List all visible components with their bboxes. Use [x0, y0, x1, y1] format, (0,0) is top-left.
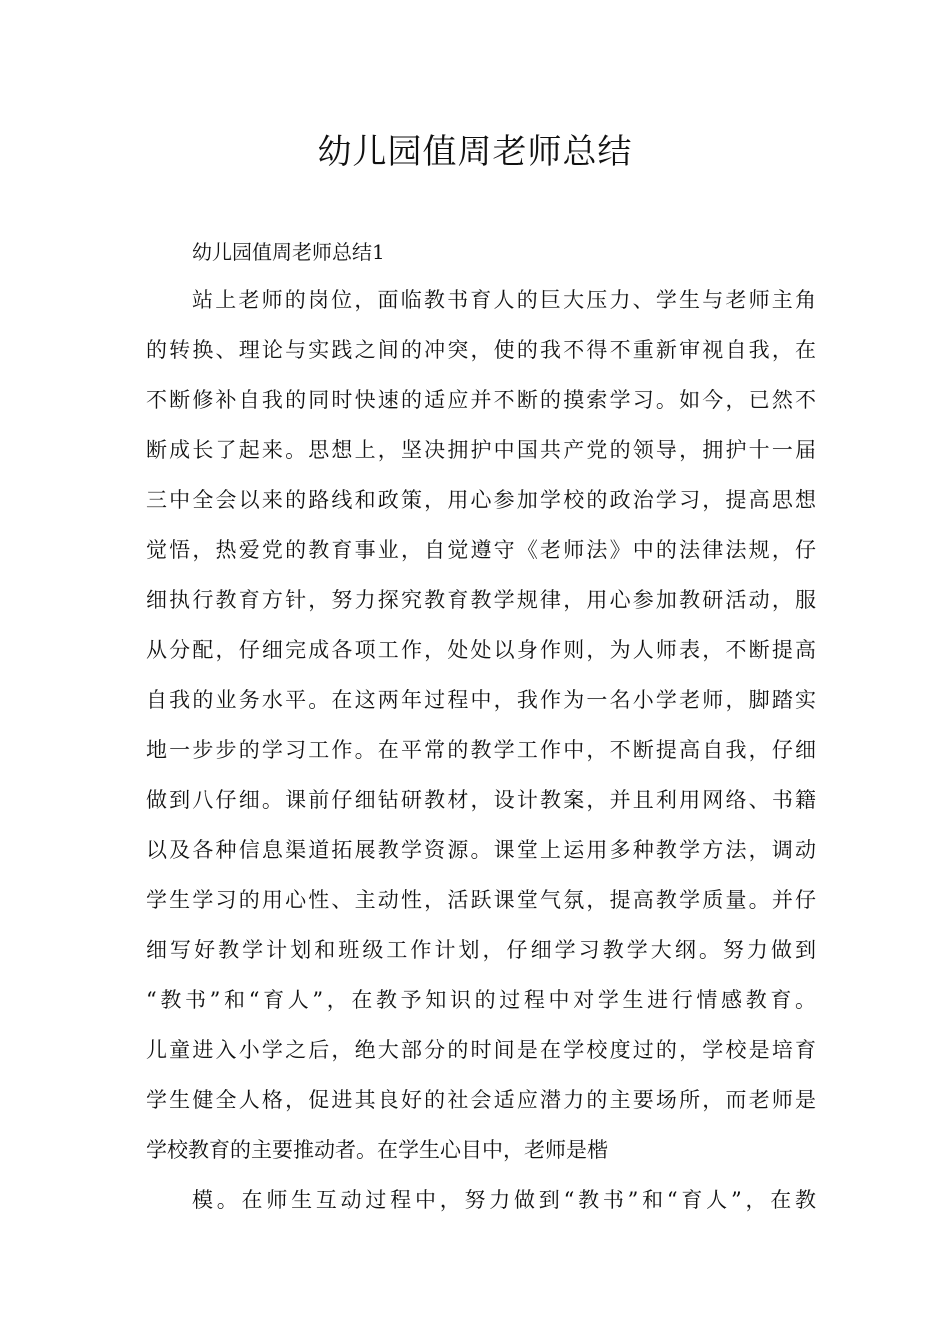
- paragraph-line: 的转换、理论与实践之间的冲突，使的我不得不重新审视自我，在: [146, 338, 816, 362]
- paragraph-line: “教书”和“育人”，在教予知识的过程中对学生进行情感教育。: [146, 988, 816, 1012]
- paragraph-line: 觉悟，热爱党的教育事业，自觉遵守《老师法》中的法律法规，仔: [146, 538, 816, 562]
- paragraph-line: 学生健全人格，促进其良好的社会适应潜力的主要场所，而老师是: [146, 1088, 816, 1112]
- body-paragraph: [146, 282, 816, 1182]
- paragraph-line: 学校教育的主要推动者。在学生心目中，老师是楷: [146, 1138, 608, 1162]
- paragraph-line: 站上老师的岗位，面临教书育人的巨大压力、学生与老师主角: [192, 288, 816, 312]
- paragraph-line: 做到八仔细。课前仔细钻研教材，设计教案，并且利用网络、书籍: [146, 788, 816, 812]
- paragraph-line: 断成长了起来。思想上，坚决拥护中国共产党的领导，拥护十一届: [146, 438, 816, 462]
- paragraph-line: 三中全会以来的路线和政策，用心参加学校的政治学习，提高思想: [146, 488, 816, 512]
- paragraph-line: 地一步步的学习工作。在平常的教学工作中，不断提高自我，仔细: [146, 738, 816, 762]
- paragraph-line: 从分配，仔细完成各项工作，处处以身作则，为人师表，不断提高: [146, 638, 816, 662]
- paragraph-line: 儿童进入小学之后，绝大部分的时间是在学校度过的，学校是培育: [146, 1038, 816, 1062]
- paragraph-line: 学生学习的用心性、主动性，活跃课堂气氛，提高教学质量。并仔: [146, 888, 816, 912]
- paragraph-line: 以及各种信息渠道拓展教学资源。课堂上运用多种教学方法，调动: [146, 838, 816, 862]
- paragraph-line: 细写好教学计划和班级工作计划，仔细学习教学大纲。努力做到: [146, 938, 816, 962]
- continuation-paragraph-line: 模。在师生互动过程中，努力做到“教书”和“育人”，在教: [192, 1188, 816, 1212]
- section-heading: 幼儿园值周老师总结1: [192, 240, 385, 264]
- paragraph-line: 自我的业务水平。在这两年过程中，我作为一名小学老师，脚踏实: [146, 688, 816, 712]
- document-title: 幼儿园值周老师总结: [317, 132, 633, 172]
- paragraph-line: 细执行教育方针，努力探究教育教学规律，用心参加教研活动，服: [146, 588, 816, 612]
- paragraph-line: 不断修补自我的同时快速的适应并不断的摸索学习。如今，已然不: [146, 388, 816, 412]
